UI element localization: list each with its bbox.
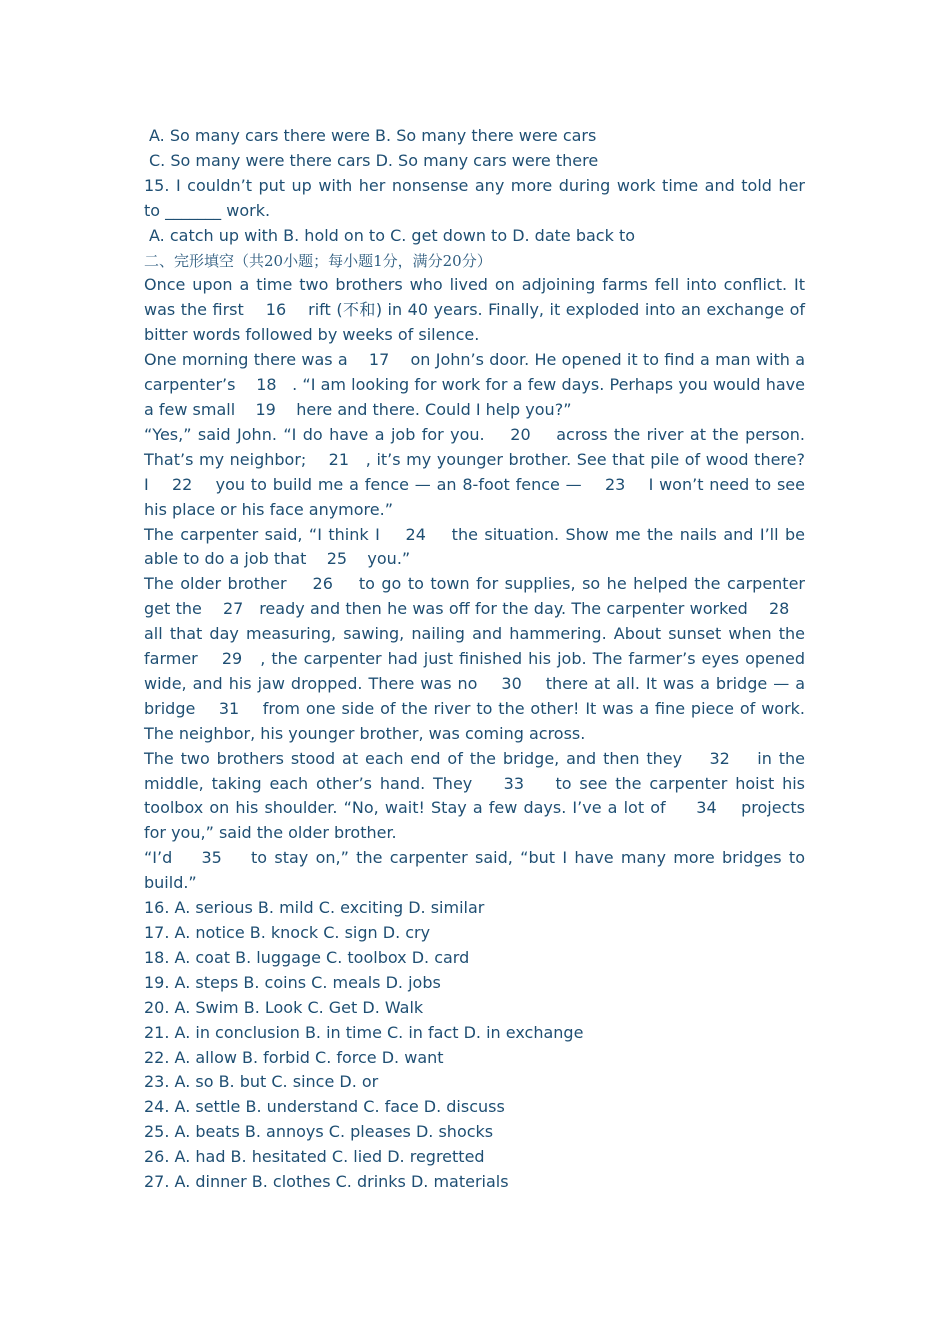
question-22: 22. A. allow B. forbid C. force D. want [144, 1047, 444, 1067]
question-21: 21. A. in conclusion B. in time C. in fact D. in exchange [144, 1022, 584, 1042]
question-25: 25. A. beats B. annoys C. pleases D. shocks [144, 1122, 494, 1142]
question-27: 27. A. dinner B. clothes C. drinks D. materials [144, 1172, 509, 1192]
passage-paragraph: Once upon a time two brothers who lived on adjoining farms fell into conflict. It was the first 16 rift (不和) in 40 years. Finally, it exploded into an exchange of bitter words followed by weeks of silence. [144, 275, 805, 345]
question-24: 24. A. settle B. understand C. face D. discuss [144, 1097, 505, 1117]
q15-stem: 15. I couldn’t put up with her nonsense any more during work time and told her to _______ work. [144, 175, 805, 220]
passage-paragraph: “I’d 35 to stay on,” the carpenter said, “but I have many more bridges to build.” [144, 848, 805, 893]
document-page [144, 124, 805, 1195]
question-20: 20. A. Swim B. Look C. Get D. Walk [144, 997, 424, 1017]
question-17: 17. A. notice B. knock C. sign D. cry [144, 923, 431, 942]
passage-paragraph: One morning there was a 17 on John’s door. He opened it to find a man with a carpenter’s 18 . “I am looking for work for a few days. Perhaps you would have a few small 19 here and there. Could I help you?” [144, 350, 805, 419]
passage-paragraph: “Yes,” said John. “I do have a job for you. 20 across the river at the person. That’s my neighbor; 21 , it’s my younger brother. See that pile of wood there? I 22 you to build me a fence — an 8-foot fence — 23 I won’t need to see his place or his face anymore.” [144, 424, 805, 519]
q14-options-line-1: A. So many cars there were B. So many there were cars [149, 126, 597, 145]
q15-options: A. catch up with B. hold on to C. get down to D. date back to [149, 225, 636, 245]
question-18: 18. A. coat B. luggage C. toolbox D. card [144, 947, 470, 967]
passage-paragraph: The carpenter said, “I think I 24 the situation. Show me the nails and I’ll be able to do a job that 25 you.” [144, 524, 805, 569]
question-16: 16. A. serious B. mild C. exciting D. similar [144, 898, 485, 918]
question-26: 26. A. had B. hesitated C. lied D. regretted [144, 1147, 485, 1167]
question-23: 23. A. so B. but C. since D. or [144, 1072, 379, 1092]
question-19: 19. A. steps B. coins C. meals D. jobs [144, 972, 441, 992]
section-title: 二、完形填空（共20小题；每小题1分，满分20分） [144, 251, 492, 270]
passage-paragraph: The older brother 26 to go to town for supplies, so he helped the carpenter get the 27 ready and then he was off for the day. The carpenter worked 28 all that day measuring, sawing, nailing and hammering. About sunset when the farmer 29 , the carpenter had just finished his job. The farmer’s eyes opened wide, and his jaw dropped. There was no 30 there at all. It was a bridge — a bridge 31 from one side of the river to the other! It was a fine piece of work. The neighbor, his younger brother, was coming across. [144, 574, 805, 743]
q14-options-line-2: C. So many were there cars D. So many cars were there [149, 150, 599, 170]
passage-paragraph: The two brothers stood at each end of the bridge, and then they 32 in the middle, taking each other’s hand. They 33 to see the carpenter hoist his toolbox on his shoulder. “No, wait! Stay a few days. I’ve a lot of 34 projects for you,” said the older brother. [144, 748, 805, 843]
